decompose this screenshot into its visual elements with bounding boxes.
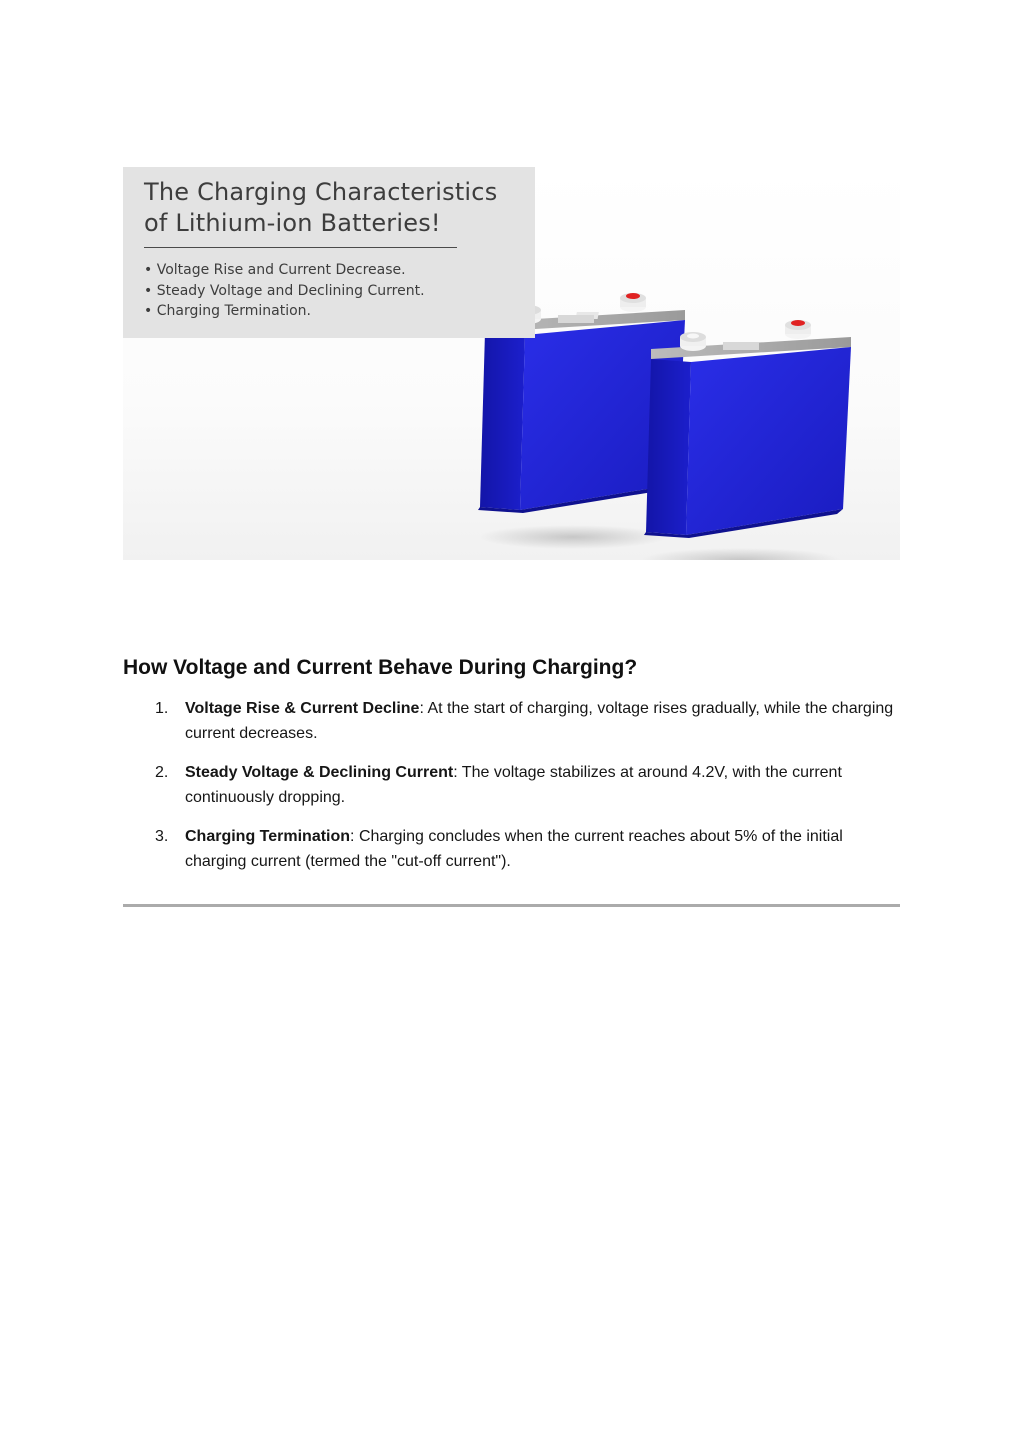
hero-bullet-list <box>144 260 425 322</box>
list-item-number: 3. <box>155 828 169 845</box>
battery-cell-right <box>644 320 851 538</box>
hero-bullet: • Steady Voltage and Declining Current. <box>144 281 425 302</box>
list-item <box>123 824 900 874</box>
hero-title <box>144 177 529 239</box>
list-item-term: Steady Voltage & Declining Current <box>185 764 454 781</box>
hero-title-line-1: The Charging Characteristics <box>144 178 498 206</box>
list-item-term: Voltage Rise & Current Decline <box>185 700 420 717</box>
list-item-description: : The voltage stabilizes at around 4.2V, with the current continuously dropping. <box>185 764 842 806</box>
list-item <box>123 760 900 810</box>
hero-bullet: • Voltage Rise and Current Decrease. <box>144 260 425 281</box>
hero-image <box>123 167 900 560</box>
hero-text-panel <box>123 167 535 338</box>
hero-bullet: • Charging Termination. <box>144 301 425 322</box>
list-item-term: Charging Termination <box>185 828 351 845</box>
hero-title-underline <box>144 247 457 248</box>
charging-steps-list <box>123 696 900 874</box>
list-item-number: 1. <box>155 700 169 717</box>
list-item-description: : Charging concludes when the current reaches about 5% of the initial charging current (termed the "cut-off current"). <box>185 828 843 870</box>
list-item-description: : At the start of charging, voltage rises gradually, while the charging current decreases. <box>185 700 894 742</box>
list-item <box>123 696 900 746</box>
section-heading: How Voltage and Current Behave During Charging? <box>123 656 638 679</box>
hero-title-line-2: of Lithium-ion Batteries! <box>144 209 441 237</box>
charging-behavior-section <box>123 652 900 888</box>
horizontal-divider <box>123 904 900 907</box>
list-item-number: 2. <box>155 764 169 781</box>
